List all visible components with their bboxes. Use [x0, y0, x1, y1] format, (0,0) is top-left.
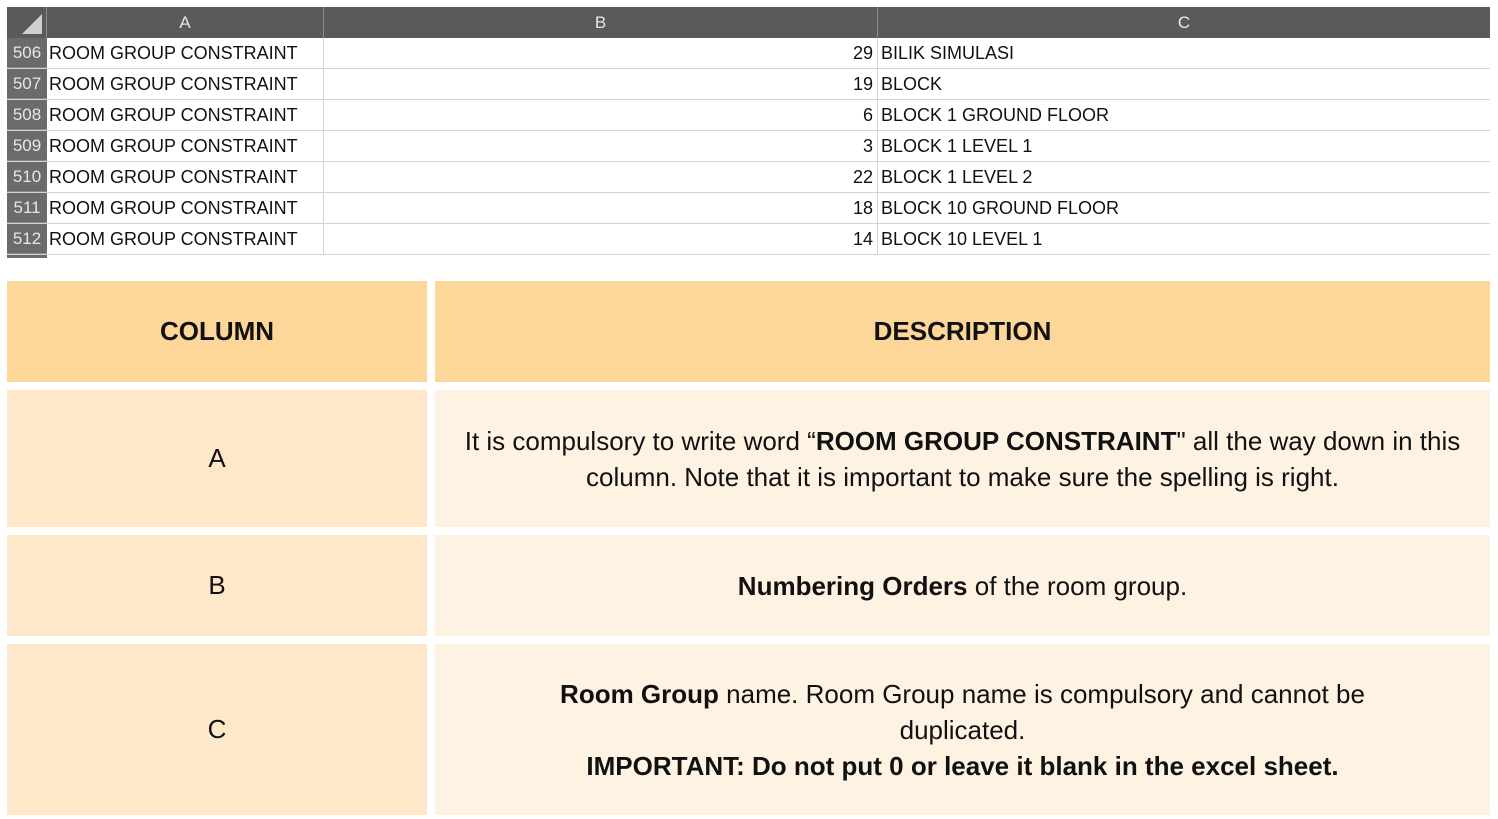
- row-header-edge: [7, 255, 47, 258]
- sheet-row: [7, 162, 1490, 193]
- cell-c[interactable]: BLOCK 1 GROUND FLOOR: [881, 105, 1110, 125]
- cell-b[interactable]: 19: [324, 69, 878, 99]
- sheet-row: [7, 224, 1490, 255]
- description-c-bold: Room Group: [560, 678, 719, 709]
- cell-a[interactable]: ROOM GROUP CONSTRAINT: [47, 38, 324, 68]
- row-number[interactable]: 508: [7, 100, 47, 130]
- description-b-text: [738, 568, 1187, 604]
- row-number[interactable]: 512: [7, 224, 47, 254]
- sheet-row: [7, 100, 1490, 131]
- cell-b[interactable]: 18: [324, 193, 878, 223]
- row-number[interactable]: 506: [7, 38, 47, 68]
- cell-c[interactable]: BLOCK 1 LEVEL 1: [881, 136, 1033, 156]
- cell-a[interactable]: ROOM GROUP CONSTRAINT: [47, 100, 324, 130]
- description-b-post: of the room group.: [967, 570, 1188, 601]
- cell-c[interactable]: BILIK SIMULASI: [881, 43, 1015, 63]
- row-number[interactable]: 510: [7, 162, 47, 192]
- cell-c[interactable]: BLOCK 10 LEVEL 1: [881, 229, 1043, 249]
- column-header-row: [7, 7, 1490, 38]
- description-a-text: [455, 423, 1470, 495]
- sheet-row: [7, 131, 1490, 162]
- cell-c[interactable]: BLOCK 1 LEVEL 2: [881, 167, 1033, 187]
- row-number[interactable]: 511: [7, 193, 47, 223]
- cell-b[interactable]: 29: [324, 38, 878, 68]
- cell-c[interactable]: BLOCK: [881, 74, 943, 94]
- spreadsheet: [7, 7, 1490, 258]
- cell-b[interactable]: 3: [324, 131, 878, 161]
- description-c: [435, 644, 1490, 815]
- column-header-c[interactable]: C: [1177, 13, 1191, 32]
- description-a-bold: ROOM GROUP CONSTRAINT: [815, 425, 1177, 456]
- cell-a[interactable]: ROOM GROUP CONSTRAINT: [47, 193, 324, 223]
- column-header-b[interactable]: B: [324, 7, 878, 38]
- column-header-a[interactable]: A: [47, 7, 324, 38]
- description-c-text: [455, 676, 1470, 784]
- cell-b[interactable]: 6: [324, 100, 878, 130]
- cell-b[interactable]: 14: [324, 224, 878, 254]
- description-a-post: " all the way down in this column. Note that it is important to make sure the spelling is right.: [586, 425, 1461, 492]
- row-number[interactable]: 507: [7, 69, 47, 99]
- select-all-triangle-icon: [22, 14, 42, 34]
- cell-c[interactable]: BLOCK 10 GROUND FLOOR: [881, 198, 1120, 218]
- header-description: DESCRIPTION: [435, 281, 1490, 382]
- cell-a[interactable]: ROOM GROUP CONSTRAINT: [47, 224, 324, 254]
- row-number[interactable]: 509: [7, 131, 47, 161]
- sheet-row: [7, 38, 1490, 69]
- sheet-row: [7, 69, 1490, 100]
- sheet-row: [7, 193, 1490, 224]
- cell-b[interactable]: 22: [324, 162, 878, 192]
- description-a: [435, 390, 1490, 527]
- column-label-b: B: [7, 535, 427, 636]
- cell-a[interactable]: ROOM GROUP CONSTRAINT: [47, 162, 324, 192]
- column-label-c: C: [7, 644, 427, 815]
- cell-a[interactable]: ROOM GROUP CONSTRAINT: [47, 131, 324, 161]
- cell-a[interactable]: ROOM GROUP CONSTRAINT: [47, 69, 324, 99]
- description-c-post: name. Room Group name is compulsory and cannot be duplicated.: [718, 678, 1365, 745]
- description-b-bold: Numbering Orders: [737, 570, 968, 601]
- column-label-a: A: [7, 390, 427, 527]
- description-b: [435, 535, 1490, 636]
- select-all-corner[interactable]: [7, 7, 47, 38]
- description-a-pre: It is compulsory to write word “: [464, 425, 816, 456]
- description-c-important: IMPORTANT: Do not put 0 or leave it blank in the excel sheet.: [586, 750, 1339, 781]
- header-column: COLUMN: [7, 281, 427, 382]
